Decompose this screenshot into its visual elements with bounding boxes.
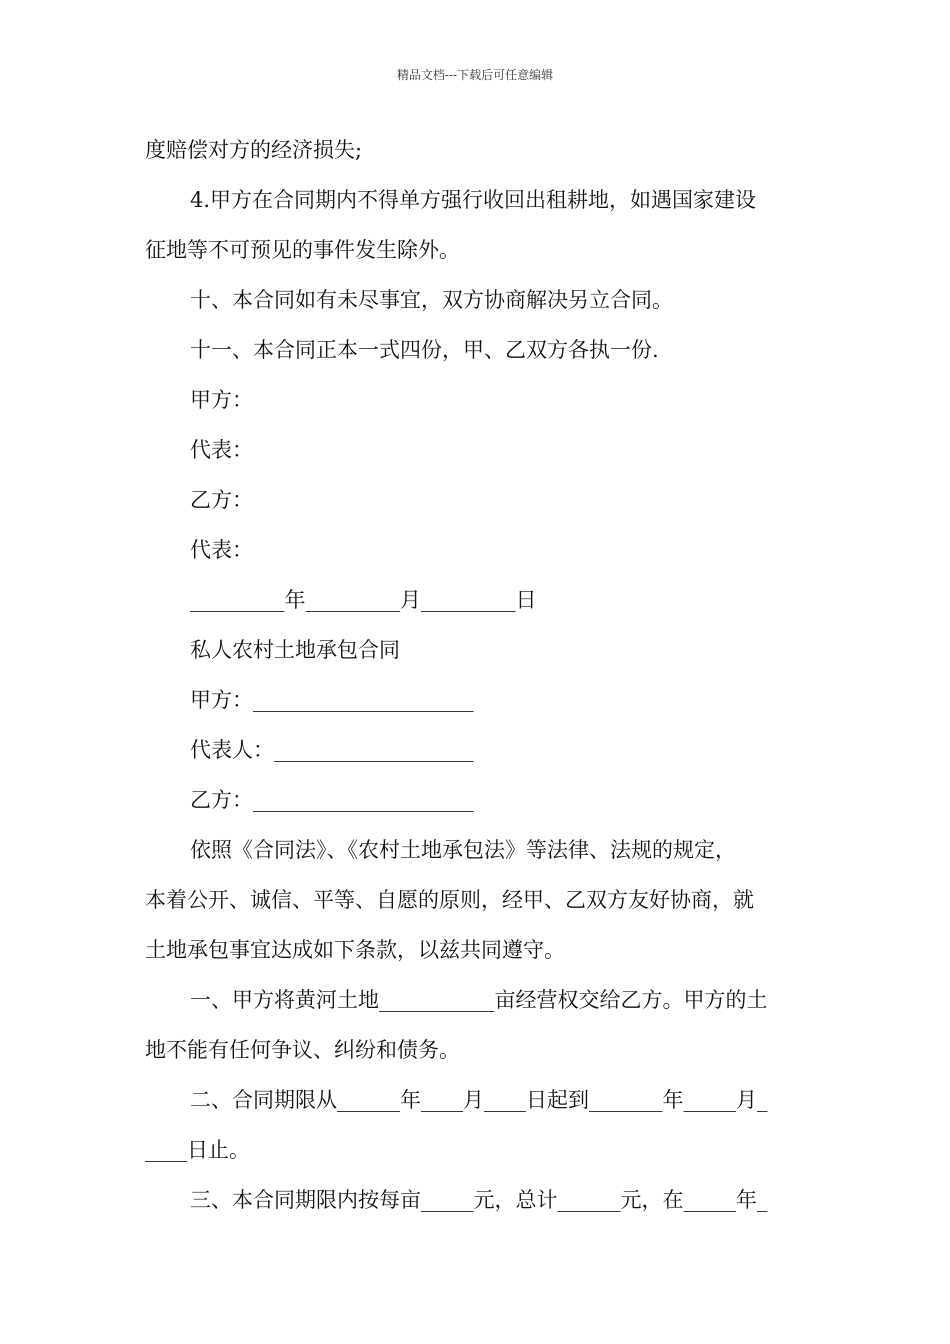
text-line: ____日止。 <box>145 1138 250 1162</box>
text-line: 本着公开、诚信、平等、自愿的原则，经甲、乙双方友好协商，就 <box>145 888 754 912</box>
representative-field: 代表人：___________________ <box>190 738 474 762</box>
party-a-label: 甲方： <box>190 388 253 412</box>
date-line: _________年_________月_________日 <box>190 588 537 612</box>
text-line: 征地等不可预见的事件发生除外。 <box>145 238 460 262</box>
representative-label: 代表： <box>190 438 253 462</box>
text-line: 度赔偿对方的经济损失; <box>145 138 363 162</box>
text-line: 二、合同期限从______年____月____日起到_______年_____月_ <box>190 1088 768 1112</box>
party-b-field: 乙方：_____________________ <box>190 788 474 812</box>
text-line: 土地承包事宜达成如下条款，以兹共同遵守。 <box>145 938 565 962</box>
party-a-field: 甲方：_____________________ <box>190 688 474 712</box>
contract-title: 私人农村土地承包合同 <box>190 638 400 662</box>
text-line: 依照《合同法》、《农村土地承包法》等法律、法规的规定， <box>190 838 736 862</box>
text-line: 十一、本合同正本一式四份，甲、乙双方各执一份. <box>190 338 659 362</box>
representative-label: 代表： <box>190 538 253 562</box>
text-line: 三、本合同期限内按每亩_____元，总计______元，在_____年_ <box>190 1188 768 1212</box>
text-line: 十、本合同如有未尽事宜，双方协商解决另立合同。 <box>190 288 673 312</box>
page-header: 精品文档---下载后可任意编辑 <box>396 68 554 82</box>
text-line: 一、甲方将黄河土地___________亩经营权交给乙方。甲方的土 <box>190 988 768 1012</box>
text-line: 地不能有任何争议、纠纷和债务。 <box>145 1038 460 1062</box>
party-b-label: 乙方： <box>190 488 253 512</box>
text-line: 4.甲方在合同期内不得单方强行收回出租耕地，如遇国家建设 <box>190 188 757 212</box>
